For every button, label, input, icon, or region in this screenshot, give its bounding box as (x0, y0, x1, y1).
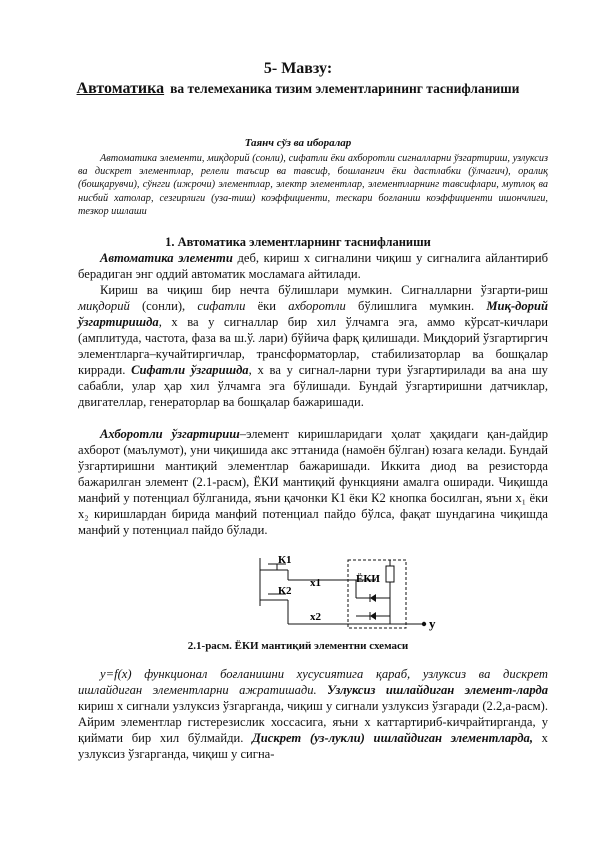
paragraph-2-text-a: Кириш ва чиқиш бир нечта бўлишлари мумкин. Сигналларни ўзгарти-риш (100, 283, 548, 297)
paragraph-2 (78, 282, 548, 410)
term-discrete-elements: Дискрет (уз-лукли) ишлайдиган элементларда, (252, 731, 533, 745)
keywords-heading: Таянч сўз ва иборалар (244, 137, 352, 149)
term-automation-element: Автоматика элементи (100, 251, 233, 265)
paragraph-4-text-b: кириш x сигнали узлуксиз ўзгарганда, чиқиш y сигнали узлуксиз ўзгаради (2.2,а-расм). Айрим элементлар гистерезислик хоссасига, яъни x каттартириб-кичрайтирганда, y қиймати бир хил бўлмайди. (78, 699, 548, 745)
page-title (60, 80, 536, 97)
figure-caption: 2.1-расм. ЁКИ мантиқий элементни схемаси (187, 640, 409, 652)
paragraph-4-text-a: y=f(x) функционал боғланишни хусусиятига қараб, узлуксиз ва дискрет ишлайдиган элементларни ажратишади. (78, 667, 548, 697)
paragraph-2-text-d: бўлишлига мумкин. (345, 299, 487, 313)
x1-label: x1 (310, 577, 321, 589)
output-label: у (429, 616, 436, 631)
paragraph-2-text-f: , x ва y сигнал-ларни тури ўзгартирилади ва ана шу сабабли, улар ҳар хил ўлчамга эга бўлишади. Бундай ўзгартиришни датчиклар, двигателлар, генераторлар ва бошқалар бажаришади. (78, 363, 548, 409)
term-quantitative-conversion: Миқ-дорий ўзгартиришда (78, 299, 548, 329)
title-main-word: Автоматика (76, 80, 165, 97)
paragraph-3-text: –элемент киришларидаги ҳолат ҳақидаги қан-дайдир ахборот (маълумот), уни чиқишида акс эттанида (намоён бўлган) юзага келади. Бундай ўзгартиришни мантиқий элементлар бажаришади. Иккита диод ва резисторда бажарилган элемент (2.1-расм), ЁКИ мантиқий функцияни амалга оширади. Чиқишда манфий y потенциал бўлганида, яъни қачонки К1 ёки К2 кнопка босилган, яъни x₁ ёки x₂ киришлардан бирида манфий потенциал пайдо бўлса, фақат шундагина чиқишда манфий y потенциал пайдо бўлади. (78, 427, 548, 537)
or-gate-circuit-diagram (248, 556, 438, 636)
paragraph-4 (78, 666, 548, 762)
or-gate-label: ЁКИ (356, 573, 380, 585)
term-quantitative: миқдорий (78, 299, 130, 313)
output-node (422, 622, 426, 626)
topic-number: 5- Мавзу: (263, 60, 333, 77)
keywords-text: Автоматика элементи, миқдорий (сонли), сифатли ёки ахборотли сигналларни ўзгартириш, узлуксиз ва дискрет элементлар, релели таъсир ва тавсиф, бошланғич ёки дастлабки (ўлчагич), оралиқ (бошқарувчи), сўнгги (ижрочи) элементлар, электр элементлар, элементларнинг тавсифлари, мутлоқ ва нисбий хатолар, сезгирлиги (уза-тиш) коэффициенти, тескари боғланиш коэффициенти ишончлиги, тезкор ишлаши (78, 153, 548, 217)
paragraph-1 (78, 250, 548, 282)
term-qualitative-change: Сифатли ўзгаришда (131, 363, 249, 377)
paragraph-2-text-e: , x ва y сигналлар бир хил ўлчамга эга, аммо кўрсат-кичлари (амплитуда, частота, фаза ва ш.ў. лари) бўйича фарқ қилишади. Миқдорий ўзгартиргич элементларга–кучайтиргичлар, трансформаторлар, стабилизаторлар ва бошқалар кирради. (78, 315, 548, 377)
section-heading: 1. Автоматика элементларнинг таснифланиши (165, 235, 431, 249)
term-informational-conversion: Ахборотли ўзгартириш (100, 427, 240, 441)
term-informational: ахборотли (288, 299, 346, 313)
paragraph-1-text: деб, кириш x сигналини чиқиш y сигналига айлантириб берадиган энг оддий автоматик мосламага айтилади. (78, 251, 549, 281)
title-rest: ва телемеханика тизим элементларининг таснифланиши (170, 81, 520, 96)
paragraph-2-text-c: ёки (245, 299, 289, 313)
paragraph-4-text-c: x узлуксиз ўзгарганда, чиқиш y сигна- (78, 731, 548, 761)
k2-label: К2 (278, 585, 292, 597)
term-qualitative: сифатли (197, 299, 246, 313)
paragraph-2-text-b: (сонли), (129, 299, 198, 313)
paragraph-3 (78, 426, 548, 538)
term-continuous-elements: Узлуксиз ишлайдиган элемент-ларда (327, 683, 548, 697)
x2-label: x2 (310, 611, 321, 623)
k1-label: К1 (278, 556, 292, 566)
